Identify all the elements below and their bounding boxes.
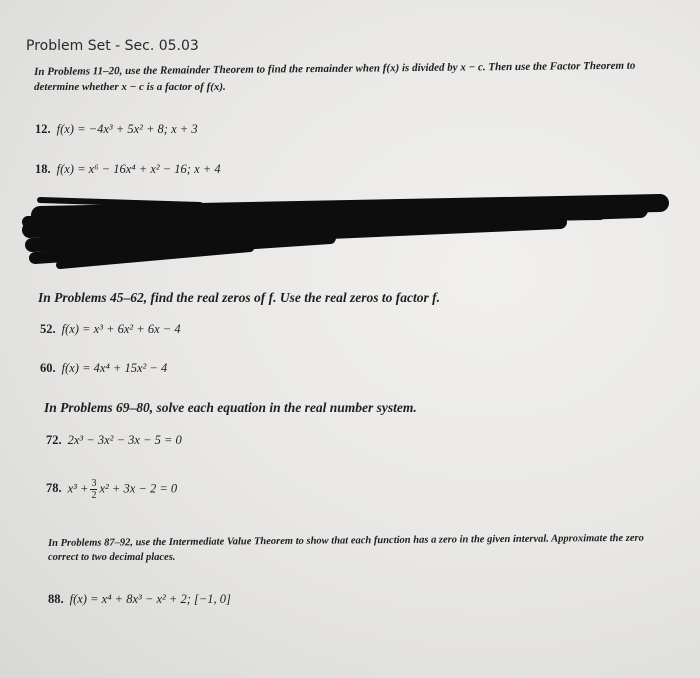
section1-instruction-line1: In Problems 11–20, use the Remainder Theorem to find the remainder when f(x) is divided by x − c. Then use the Factor Theorem to <box>34 59 636 78</box>
problem-number: 88. <box>48 592 64 606</box>
section4-instruction-line1: In Problems 87–92, use the Intermediate Value Theorem to show that each function has a zero in the given interval. Approximate the zero <box>48 532 644 549</box>
page-title: Problem Set - Sec. 05.03 <box>26 38 199 54</box>
problem-number: 78. <box>46 481 62 496</box>
problem-number: 60. <box>40 361 56 375</box>
problem-expression: f(x) = x³ + 6x² + 6x − 4 <box>61 322 181 336</box>
section3-instruction: In Problems 69–80, solve each equation in the real number system. <box>44 400 417 415</box>
problem-expression-start: x³ + <box>67 481 89 496</box>
problem-88 <box>48 592 231 607</box>
problem-number: 52. <box>40 322 56 336</box>
problem-78 <box>46 478 177 501</box>
section4-instruction-line2: correct to two decimal places. <box>48 552 176 563</box>
problem-expression: f(x) = −4x³ + 5x² + 8; x + 3 <box>56 122 198 136</box>
fraction-numerator: 3 <box>91 478 97 489</box>
problem-number: 12. <box>35 122 51 136</box>
problem-72 <box>46 433 182 448</box>
problem-expression: 2x³ − 3x² − 3x − 5 = 0 <box>67 433 182 447</box>
problem-expression: f(x) = x⁶ − 16x⁴ + x² − 16; x + 4 <box>56 162 221 176</box>
problem-52 <box>40 322 181 337</box>
problem-18 <box>35 162 221 177</box>
section2-instruction: In Problems 45–62, find the real zeros of f. Use the real zeros to factor f. <box>38 290 440 305</box>
problem-60 <box>40 361 167 376</box>
problem-expression-end: x² + 3x − 2 = 0 <box>99 481 178 496</box>
fraction-denominator: 2 <box>91 490 97 501</box>
problem-number: 18. <box>35 162 51 176</box>
problem-12 <box>35 122 198 137</box>
problem-expression: f(x) = x⁴ + 8x³ − x² + 2; [−1, 0] <box>69 592 231 606</box>
section1-instruction-line2: determine whether x − c is a factor of f(x). <box>34 81 226 93</box>
problem-expression: f(x) = 4x⁴ + 15x² − 4 <box>61 361 168 375</box>
fraction <box>90 478 97 501</box>
problem-number: 72. <box>46 433 62 447</box>
